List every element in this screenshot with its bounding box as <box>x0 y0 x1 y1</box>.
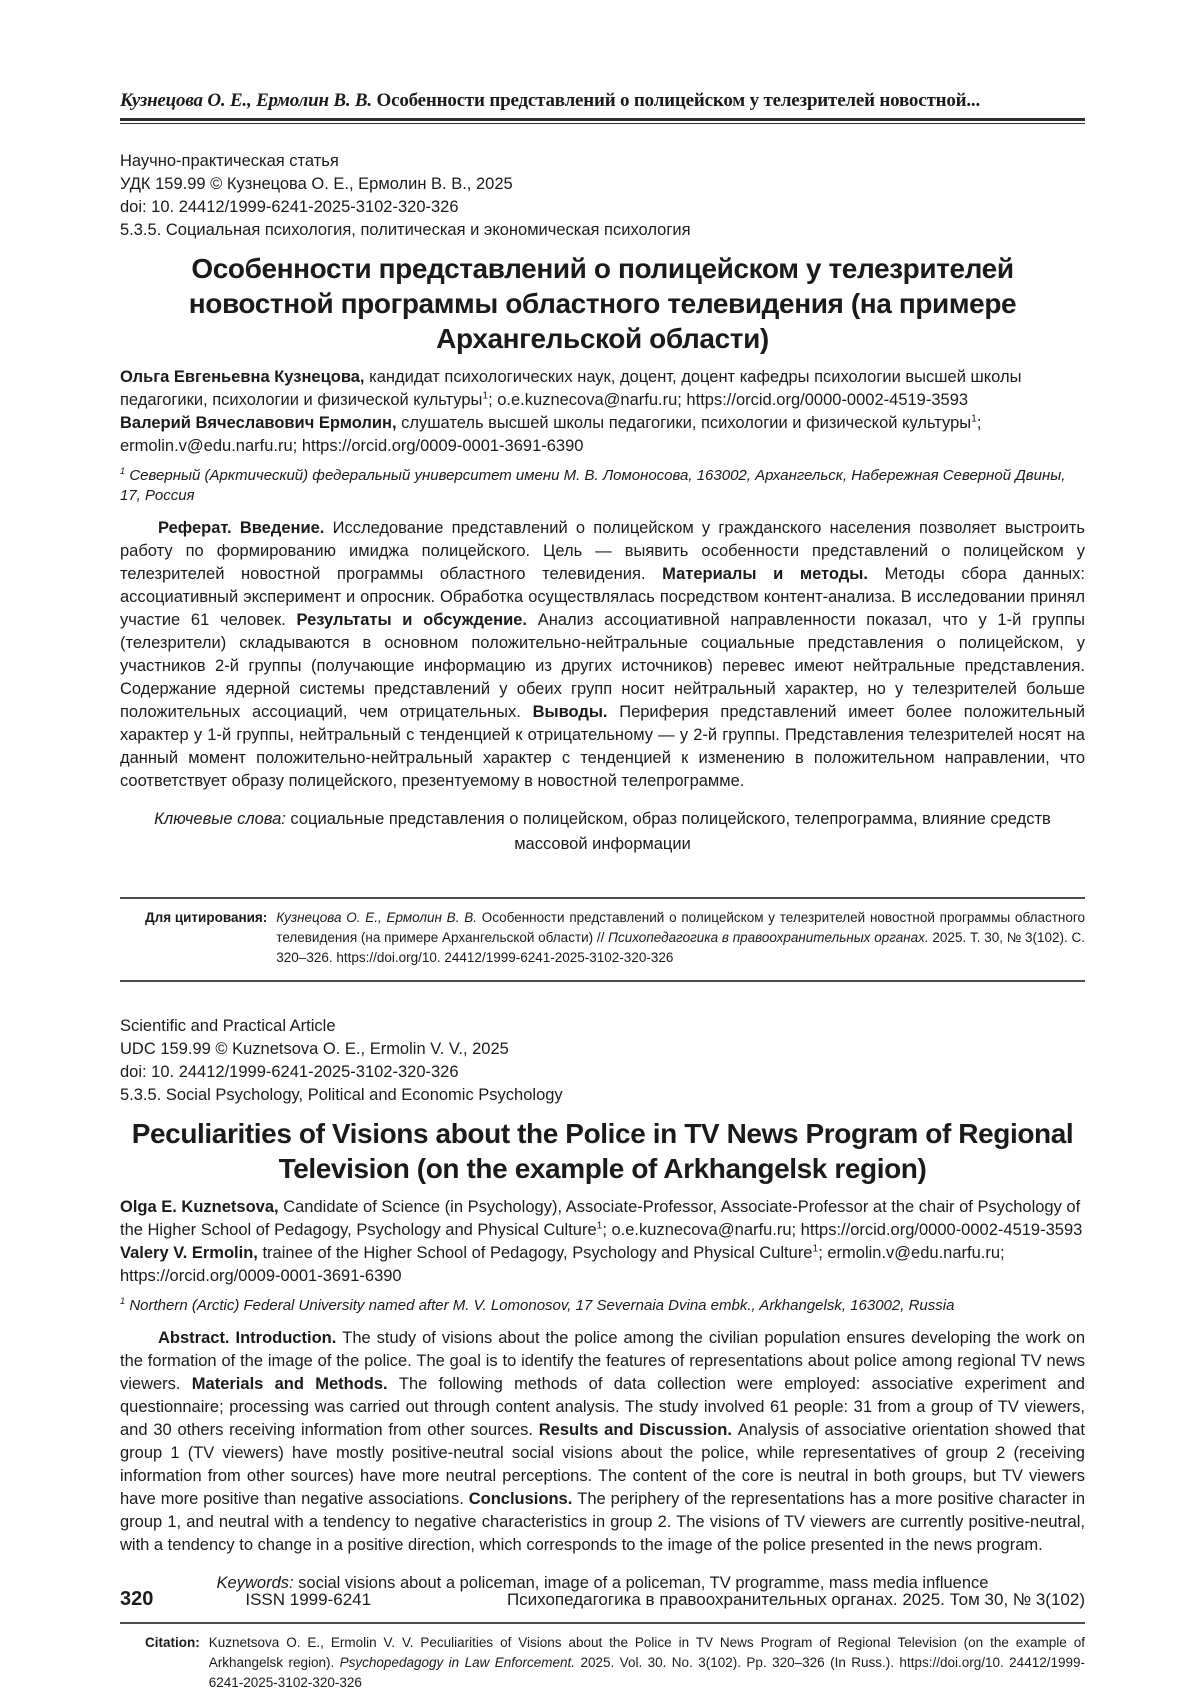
article-type-ru: Научно-практическая статья <box>120 152 339 170</box>
abstract-ru: Реферат. Введение. Исследование представлений о полицейском у гражданского населения позволяет выстроить работу по формированию имиджа полицейского. Цель — выявить особенности представлений о полицейском у телезрителей новостной программы областного телевидения. Материалы и методы. Методы сбора данных: ассоциативный эксперимент и опросник. Обработка осуществлялась посредством контент-анализа. В исследовании принял участие 61 человек. Результаты и обсуждение. Анализ ассоциативной направленности показал, что у 1-й группы (телезрители) складываются в основном положительно-нейтральные социальные представления о полицейском, у участников 2-й группы (получающие информацию из других источников) перевес имеют нейтральные представления. Содержание ядерной системы представлений у обеих групп носит нейтральный характер, но у телезрителей больше положительных ассоциаций, чем отрицательных. Выводы. Периферия представлений имеет более положительный характер у 1-й группы, нейтральный с тенденцией к отрицательному — у 2-й группы. Представления телезрителей носят на данный момент положительно-нейтральный характер с тенденцией к изменению в положительном направлении, что соответствует образу полицейского, презентуемому в новостной телепрограмме. <box>120 519 1085 790</box>
article-title-en: Peculiarities of Visions about the Police in TV News Program of Regional Television (on the example of Arkhangelsk region) <box>131 1118 1074 1184</box>
keywords-ru: Ключевые слова: социальные представления о полицейском, образ полицейского, телепрограмма, влияние средств массовой информации <box>154 810 1051 853</box>
udc-line-ru: УДК 159.99 © Кузнецова О. Е., Ермолин В. В., 2025 <box>120 175 513 193</box>
abstract-en: Abstract. Introduction. The study of visions about the police among the civilian population ensures developing the work on the formation of the image of the police. The goal is to identify the features of representations about police among regional TV news viewers. Materials and Methods. The following methods of data collection were employed: associative experiment and questionnaire; processing was carried out through content analysis. The study involved 61 people: 31 from a group of TV viewers, and 30 others receiving information from other sources. Results and Discussion. Analysis of associative orientation showed that group 1 (TV viewers) have mostly positive-neutral social visions about the police, while representatives of group 2 (receiving information from other sources) have more neutral perceptions. The content of the core is neutral in both groups, but TV viewers have more positive than negative associations. Conclusions. The periphery of the representations has a more positive character in group 1, and neutral with a tendency to negative characteristics in group 2. The visions of TV viewers are currently positive-neutral, with a tendency to change in a positive direction, which corresponds to the image of the police presented in the news program. <box>120 1329 1086 1554</box>
keywords-en: Keywords: social visions about a policeman, image of a policeman, TV programme, mass media influence <box>216 1574 989 1592</box>
citation-box-ru <box>120 897 1085 982</box>
page-footer <box>120 1588 1085 1611</box>
specialty-line-en: 5.3.5. Social Psychology, Political and Economic Psychology <box>120 1086 563 1104</box>
udc-line-en: UDC 159.99 © Kuznetsova O. E., Ermolin V. V., 2025 <box>120 1040 509 1058</box>
citation-label-ru: Для цитирования: <box>145 910 268 925</box>
citation-text-en: Kuznetsova O. E., Ermolin V. V. Peculiarities of Visions about the Police in TV News Program of Regional Television (on the example of Arkhangelsk region). Psychopedagogy in Law Enforcement. 2025. Vol. 30. No. 3(102). Pp. 320–326 (In Russ.). https://doi.org/10. 24412/1999-6241-2025-3102-320-326 <box>208 1635 1085 1690</box>
specialty-line-ru: 5.3.5. Социальная психология, политическая и экономическая психология <box>120 221 691 239</box>
authors-en <box>120 1196 1085 1288</box>
author-ru-2: Валерий Вячеславович Ермолин, слушатель высшей школы педагогики, психологии и физической культуры$^1$; ermolin.v@edu.narfu.ru; https://orcid.org/0009-0001-3691-6390 <box>120 413 982 455</box>
affiliation-ru: $^1$ Северный (Арктический) федеральный университет имени М. В. Ломоносова, 163002, Архангельск, Набережная Северной Двины, 17, Россия <box>120 466 1066 504</box>
author-ru-1: Ольга Евгеньевна Кузнецова, кандидат психологических наук, доцент, доцент кафедры психологии высшей школы педагогики, психологии и физической культуры$^1$; o.e.kuznecova@narfu.ru; https://orcid.org/0000-0002-4519-3593 <box>120 368 1022 409</box>
article-title-ru: Особенности представлений о полицейском у телезрителей новостной программы областного телевидения (на примере Архангельской области) <box>188 253 1017 354</box>
affiliation-en: $^1$ Northern (Arctic) Federal University named after M. V. Lomonosov, 17 Severnaia Dvina embk., Arkhangelsk, 163002, Russia <box>120 1296 955 1314</box>
author-en-2: Valery V. Ermolin, trainee of the Higher School of Pedagogy, Psychology and Physical Culture$^1$; ermolin.v@edu.narfu.ru; https://orcid.org/0009-0001-3691-6390 <box>120 1243 1005 1285</box>
article-meta-en <box>120 1015 1085 1107</box>
issn-label: ISSN 1999-6241 <box>245 1590 372 1609</box>
citation-label-en: Citation: <box>145 1635 200 1650</box>
page-number: 320 <box>120 1588 154 1610</box>
running-head-rule <box>120 118 1085 124</box>
article-type-en: Scientific and Practical Article <box>120 1017 336 1035</box>
author-en-1: Olga E. Kuznetsova, Candidate of Science (in Psychology), Associate-Professor, Associate-Professor at the chair of Psychology of the Higher School of Pedagogy, Psychology and Physical Culture$^1$; o.e.kuznecova@narfu.ru; https://orcid.org/0000-0002-4519-3593 <box>120 1198 1083 1239</box>
citation-text-ru: Кузнецова О. Е., Ермолин В. В. Особенности представлений о полицейском у телезрителей новостной программы областного телевидения (на примере Архангельской области) // Психопедагогика в правоохранительных органах. 2025. Т. 30, № 3(102). С. 320–326. https://doi.org/10. 24412/1999-6241-2025-3102-320-326 <box>276 910 1085 965</box>
running-head: Кузнецова О. Е., Ермолин В. В. Особенности представлений о полицейском у телезрителей новостной... <box>120 90 981 111</box>
article-meta-ru <box>120 150 1085 242</box>
doi-line-ru: doi: 10. 24412/1999-6241-2025-3102-320-326 <box>120 198 459 216</box>
authors-ru <box>120 366 1085 458</box>
citation-box-en <box>120 1622 1085 1697</box>
doi-line-en: doi: 10. 24412/1999-6241-2025-3102-320-326 <box>120 1063 459 1081</box>
journal-volume-line: Психопедагогика в правоохранительных органах. 2025. Том 30, № 3(102) <box>506 1590 1085 1609</box>
